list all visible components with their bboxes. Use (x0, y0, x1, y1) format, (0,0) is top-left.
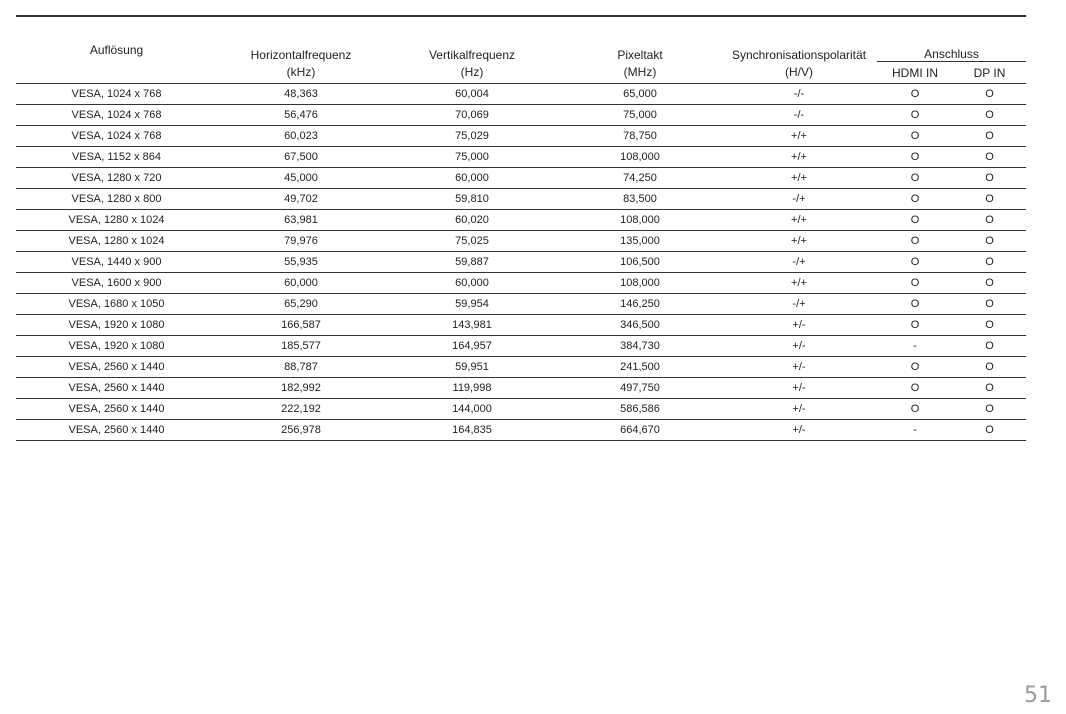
dp-in-cell: O (953, 168, 1026, 189)
vfreq-cell: 144,000 (385, 399, 559, 420)
hdmi-in-cell: O (877, 378, 953, 399)
resolution-cell: VESA, 1280 x 1024 (16, 231, 217, 252)
header-vfreq: Vertikalfrequenz (428, 47, 516, 62)
header-dp-in: DP IN (953, 62, 1026, 84)
vfreq-cell: 59,954 (385, 294, 559, 315)
dp-in-cell: O (953, 105, 1026, 126)
header-connection: Anschluss (877, 16, 1026, 62)
header-sync-polarity: Synchronisationspolarität (731, 47, 867, 62)
vfreq-cell: 75,025 (385, 231, 559, 252)
hdmi-in-cell: O (877, 189, 953, 210)
hfreq-cell: 166,587 (217, 315, 385, 336)
dp-in-cell: O (953, 84, 1026, 105)
resolution-cell: VESA, 1280 x 1024 (16, 210, 217, 231)
vfreq-cell: 59,810 (385, 189, 559, 210)
hfreq-cell: 65,290 (217, 294, 385, 315)
header-hfreq: Horizontalfrequenz (250, 47, 352, 62)
resolution-cell: VESA, 1280 x 800 (16, 189, 217, 210)
dp-in-cell: O (953, 378, 1026, 399)
resolution-cell: VESA, 1024 x 768 (16, 105, 217, 126)
sync-polarity-cell: +/+ (721, 126, 877, 147)
resolution-cell: VESA, 1600 x 900 (16, 273, 217, 294)
pixel-clock-cell: 78,750 (559, 126, 721, 147)
resolution-cell: VESA, 1280 x 720 (16, 168, 217, 189)
header-vfreq-unit: (Hz) (385, 62, 559, 84)
hfreq-cell: 49,702 (217, 189, 385, 210)
dp-in-cell: O (953, 420, 1026, 441)
hfreq-cell: 88,787 (217, 357, 385, 378)
pixel-clock-cell: 664,670 (559, 420, 721, 441)
hdmi-in-cell: O (877, 105, 953, 126)
vfreq-cell: 70,069 (385, 105, 559, 126)
pixel-clock-cell: 346,500 (559, 315, 721, 336)
table-row (16, 294, 1026, 315)
hfreq-cell: 60,000 (217, 273, 385, 294)
hdmi-in-cell: O (877, 399, 953, 420)
pixel-clock-cell: 108,000 (559, 147, 721, 168)
table-row (16, 210, 1026, 231)
pixel-clock-cell: 75,000 (559, 105, 721, 126)
sync-polarity-cell: +/- (721, 357, 877, 378)
table-row (16, 357, 1026, 378)
hdmi-in-cell: - (877, 336, 953, 357)
vfreq-cell: 60,000 (385, 273, 559, 294)
vfreq-cell: 60,000 (385, 168, 559, 189)
table-row (16, 231, 1026, 252)
vfreq-cell: 164,957 (385, 336, 559, 357)
hfreq-cell: 256,978 (217, 420, 385, 441)
table-row (16, 273, 1026, 294)
dp-in-cell: O (953, 231, 1026, 252)
table-row (16, 126, 1026, 147)
header-hdmi-in: HDMI IN (877, 62, 953, 84)
page-number: 51 (1024, 683, 1052, 708)
sync-polarity-cell: +/- (721, 315, 877, 336)
pixel-clock-cell: 146,250 (559, 294, 721, 315)
hfreq-cell: 67,500 (217, 147, 385, 168)
resolution-cell: VESA, 1440 x 900 (16, 252, 217, 273)
pixel-clock-cell: 241,500 (559, 357, 721, 378)
table-row (16, 420, 1026, 441)
resolution-cell: VESA, 2560 x 1440 (16, 378, 217, 399)
dp-in-cell: O (953, 336, 1026, 357)
vfreq-cell: 60,020 (385, 210, 559, 231)
dp-in-cell: O (953, 294, 1026, 315)
hfreq-cell: 79,976 (217, 231, 385, 252)
pixel-clock-cell: 74,250 (559, 168, 721, 189)
dp-in-cell: O (953, 273, 1026, 294)
hfreq-cell: 182,992 (217, 378, 385, 399)
hdmi-in-cell: O (877, 147, 953, 168)
sync-polarity-cell: -/+ (721, 189, 877, 210)
pixel-clock-cell: 135,000 (559, 231, 721, 252)
resolution-cell: VESA, 1024 x 768 (16, 84, 217, 105)
header-resolution: Auflösung (16, 16, 217, 84)
vfreq-cell: 60,004 (385, 84, 559, 105)
resolution-cell: VESA, 1680 x 1050 (16, 294, 217, 315)
sync-polarity-cell: +/+ (721, 168, 877, 189)
timing-table (16, 15, 1026, 441)
table-row (16, 315, 1026, 336)
table-row (16, 336, 1026, 357)
hfreq-cell: 48,363 (217, 84, 385, 105)
table-row (16, 189, 1026, 210)
pixel-clock-cell: 83,500 (559, 189, 721, 210)
vfreq-cell: 119,998 (385, 378, 559, 399)
vfreq-cell: 75,029 (385, 126, 559, 147)
table-body (16, 84, 1026, 441)
resolution-cell: VESA, 1920 x 1080 (16, 336, 217, 357)
pixel-clock-cell: 384,730 (559, 336, 721, 357)
table-row (16, 399, 1026, 420)
sync-polarity-cell: +/- (721, 378, 877, 399)
hfreq-cell: 222,192 (217, 399, 385, 420)
resolution-cell: VESA, 1920 x 1080 (16, 315, 217, 336)
resolution-cell: VESA, 2560 x 1440 (16, 420, 217, 441)
dp-in-cell: O (953, 147, 1026, 168)
hfreq-cell: 60,023 (217, 126, 385, 147)
dp-in-cell: O (953, 252, 1026, 273)
sync-polarity-cell: +/+ (721, 147, 877, 168)
sync-polarity-cell: +/+ (721, 273, 877, 294)
header-hfreq-unit: (kHz) (217, 62, 385, 84)
hdmi-in-cell: O (877, 168, 953, 189)
hdmi-in-cell: O (877, 357, 953, 378)
vfreq-cell: 164,835 (385, 420, 559, 441)
hdmi-in-cell: O (877, 273, 953, 294)
dp-in-cell: O (953, 210, 1026, 231)
pixel-clock-cell: 108,000 (559, 210, 721, 231)
dp-in-cell: O (953, 357, 1026, 378)
dp-in-cell: O (953, 126, 1026, 147)
hfreq-cell: 56,476 (217, 105, 385, 126)
pixel-clock-cell: 586,586 (559, 399, 721, 420)
sync-polarity-cell: -/- (721, 105, 877, 126)
sync-polarity-cell: +/+ (721, 210, 877, 231)
vfreq-cell: 143,981 (385, 315, 559, 336)
resolution-cell: VESA, 2560 x 1440 (16, 357, 217, 378)
vfreq-cell: 75,000 (385, 147, 559, 168)
header-pixel-unit: (MHz) (559, 62, 721, 84)
dp-in-cell: O (953, 315, 1026, 336)
sync-polarity-cell: -/+ (721, 294, 877, 315)
header-sync-unit: (H/V) (721, 62, 877, 84)
hdmi-in-cell: - (877, 420, 953, 441)
table-row (16, 168, 1026, 189)
pixel-clock-cell: 65,000 (559, 84, 721, 105)
resolution-cell: VESA, 1152 x 864 (16, 147, 217, 168)
hdmi-in-cell: O (877, 126, 953, 147)
sync-polarity-cell: -/+ (721, 252, 877, 273)
table-row (16, 105, 1026, 126)
table-row (16, 252, 1026, 273)
hdmi-in-cell: O (877, 84, 953, 105)
sync-polarity-cell: +/- (721, 420, 877, 441)
hfreq-cell: 45,000 (217, 168, 385, 189)
pixel-clock-cell: 106,500 (559, 252, 721, 273)
hfreq-cell: 185,577 (217, 336, 385, 357)
dp-in-cell: O (953, 399, 1026, 420)
sync-polarity-cell: -/- (721, 84, 877, 105)
table-row (16, 84, 1026, 105)
resolution-cell: VESA, 2560 x 1440 (16, 399, 217, 420)
header-pixel-clock: Pixeltakt (617, 47, 663, 62)
table-row (16, 378, 1026, 399)
sync-polarity-cell: +/- (721, 399, 877, 420)
hdmi-in-cell: O (877, 231, 953, 252)
hfreq-cell: 63,981 (217, 210, 385, 231)
sync-polarity-cell: +/- (721, 336, 877, 357)
table-header (16, 16, 1026, 84)
vfreq-cell: 59,951 (385, 357, 559, 378)
sync-polarity-cell: +/+ (721, 231, 877, 252)
pixel-clock-cell: 108,000 (559, 273, 721, 294)
pixel-clock-cell: 497,750 (559, 378, 721, 399)
resolution-cell: VESA, 1024 x 768 (16, 126, 217, 147)
dp-in-cell: O (953, 189, 1026, 210)
hdmi-in-cell: O (877, 252, 953, 273)
hdmi-in-cell: O (877, 210, 953, 231)
table-row (16, 147, 1026, 168)
hfreq-cell: 55,935 (217, 252, 385, 273)
hdmi-in-cell: O (877, 294, 953, 315)
vfreq-cell: 59,887 (385, 252, 559, 273)
hdmi-in-cell: O (877, 315, 953, 336)
